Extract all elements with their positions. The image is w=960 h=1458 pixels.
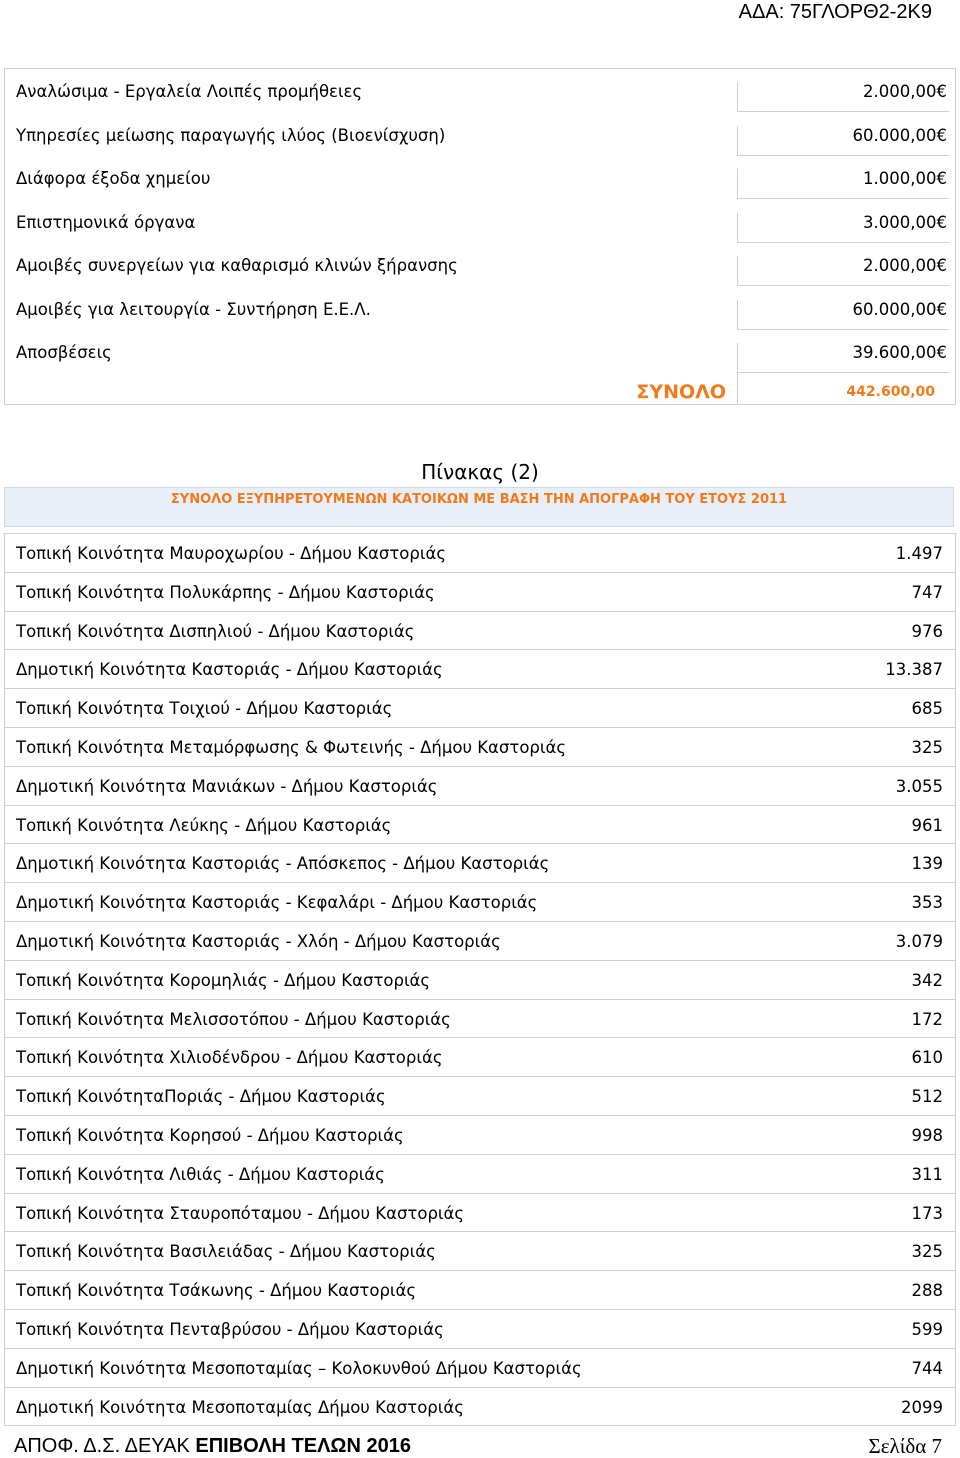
resident-count: 610 [911, 1048, 943, 1068]
table-row [5, 883, 955, 922]
resident-count: 342 [911, 970, 943, 990]
ada-code: ΑΔΑ: 75ΓΛΟΡΘ2-2Κ9 [738, 1, 932, 23]
resident-count: 976 [911, 621, 943, 641]
expense-label: Υπηρεσίες μείωσης παραγωγής ιλύος (Βιοενίσχυση) [16, 125, 446, 145]
resident-count: 172 [911, 1009, 943, 1029]
resident-count: 325 [911, 737, 943, 757]
table-row [5, 1388, 955, 1427]
table-row [5, 728, 955, 767]
community-name: Τοπική Κοινότητα Χιλιοδένδρου - Δήμου Καστοριάς [16, 1048, 443, 1068]
table-row [5, 961, 955, 1000]
total-label: ΣΥΝΟΛΟ [636, 380, 726, 403]
table-row [5, 1000, 955, 1039]
table-row [5, 1038, 955, 1077]
expense-label: Αμοιβές συνεργείων για καθαρισμό κλινών ξήρανσης [16, 256, 458, 275]
footer-prefix: ΑΠΟΦ. Δ.Σ. ΔΕΥΑΚ [14, 1435, 196, 1457]
expense-value: 1.000,00€ [737, 169, 949, 199]
resident-count: 3.055 [895, 776, 943, 796]
table-row [5, 1271, 955, 1310]
expense-value: 60.000,00€ [737, 126, 949, 156]
community-name: Δημοτική Κοινότητα Μανιάκων - Δήμου Καστοριάς [16, 776, 438, 796]
expense-value: 60.000,00€ [737, 300, 949, 330]
expense-row [5, 113, 955, 157]
community-name: Τοπική Κοινότητα Κορησού - Δήμου Καστοριάς [16, 1125, 404, 1145]
expense-value: 2.000,00€ [737, 82, 949, 112]
footer [0, 1434, 960, 1458]
expense-row [5, 287, 955, 331]
community-name: Τοπική Κοινότητα Μελισσοτόπου - Δήμου Καστοριάς [16, 1009, 451, 1029]
expense-total-row [5, 374, 955, 405]
table-row [5, 1194, 955, 1233]
table-row [5, 573, 955, 612]
expense-row [5, 156, 955, 200]
page-number: Σελίδα 7 [868, 1434, 942, 1458]
resident-count: 747 [911, 582, 943, 602]
table-row [5, 650, 955, 689]
expense-label: Αμοιβές για λειτουργία - Συντήρηση Ε.Ε.Λ. [16, 299, 371, 319]
table-row [5, 534, 955, 573]
expense-label: Διάφορα έξοδα χημείου [16, 169, 211, 188]
community-name: Τοπική Κοινότητα Λιθιάς - Δήμου Καστοριάς [16, 1164, 385, 1184]
resident-count: 744 [911, 1358, 943, 1378]
community-name: Δημοτική Κοινότητα Μεσοποταμίας Δήμου Καστοριάς [16, 1397, 464, 1417]
footer-bold-title: ΕΠΙΒΟΛΗ ΤΕΛΩΝ 2016 [195, 1435, 411, 1457]
table-row [5, 1232, 955, 1271]
resident-count: 13.387 [885, 660, 943, 680]
table-row [5, 844, 955, 883]
table-row [5, 1077, 955, 1116]
resident-count: 3.079 [895, 931, 943, 951]
table-row [5, 1155, 955, 1194]
resident-count: 998 [911, 1125, 943, 1145]
community-name: Τοπική Κοινότητα Κορομηλιάς - Δήμου Καστοριάς [16, 970, 431, 990]
resident-count: 599 [911, 1319, 943, 1339]
community-name: Τοπική Κοινότητα Σταυροπόταμου - Δήμου Καστοριάς [16, 1203, 465, 1223]
community-name: Τοπική Κοινότητα Λεύκης - Δήμου Καστοριάς [16, 815, 392, 835]
community-name: Τοπική Κοινότητα Πολυκάρπης - Δήμου Καστοριάς [16, 582, 435, 602]
expense-row [5, 330, 955, 374]
resident-count: 325 [911, 1242, 943, 1262]
resident-count: 1.497 [895, 544, 943, 563]
resident-count: 353 [911, 893, 943, 913]
resident-count: 2099 [901, 1397, 943, 1417]
community-name: Δημοτική Κοινότητα Μεσοποταμίας – Κολοκυνθού Δήμου Καστοριάς [16, 1358, 582, 1378]
table-row [5, 922, 955, 961]
table-row [5, 806, 955, 845]
expense-value: 39.600,00€ [737, 343, 949, 373]
expense-value: 2.000,00€ [737, 256, 949, 286]
table-row [5, 1349, 955, 1388]
table-row [5, 1310, 955, 1349]
table-row [5, 1116, 955, 1155]
table-title: Πίνακας (2) [421, 460, 539, 484]
resident-count: 139 [911, 854, 943, 874]
resident-count: 685 [911, 699, 943, 719]
expense-label: Αποσβέσεις [16, 343, 112, 362]
expense-label: Επιστημονικά όργανα [16, 212, 196, 232]
table-row [5, 612, 955, 651]
community-name: Τοπική Κοινότητα Πενταβρύσου - Δήμου Καστοριάς [16, 1319, 444, 1339]
community-name: Δημοτική Κοινότητα Καστοριάς - Κεφαλάρι - Δήμου Καστοριάς [16, 893, 538, 913]
resident-count: 288 [911, 1281, 943, 1301]
resident-count: 173 [911, 1203, 943, 1223]
table-subtitle: ΣΥΝΟΛΟ ΕΞΥΠΗΡΕΤΟΥΜΕΝΩΝ ΚΑΤΟΙΚΩΝ ΜΕ ΒΑΣΗ ΤΗΝ ΑΠΟΓΡΑΦΗ ΤΟΥ ΕΤΟΥΣ 2011 [170, 492, 788, 507]
resident-count: 311 [911, 1164, 943, 1184]
expense-label: Αναλώσιμα - Εργαλεία Λοιπές προμήθειες [16, 82, 363, 101]
resident-count: 961 [911, 815, 943, 835]
community-name: Τοπική Κοινότητα Τοιχιού - Δήμου Καστοριάς [16, 699, 393, 719]
expense-row [5, 200, 955, 244]
resident-count: 512 [911, 1087, 943, 1107]
table-row [5, 767, 955, 806]
table-subtitle-band [4, 487, 954, 527]
table-row [5, 689, 955, 728]
expense-table [4, 68, 956, 405]
expense-row [5, 69, 955, 113]
community-name: Τοπική Κοινότητα Μεταμόρφωσης & Φωτεινής - Δήμου Καστοριάς [16, 737, 567, 757]
community-name: Δημοτική Κοινότητα Καστοριάς - Απόσκεπος - Δήμου Καστοριάς [16, 854, 550, 874]
expense-row [5, 243, 955, 287]
footer-document-ref [14, 1434, 411, 1458]
community-name: Τοπική Κοινότητα Μαυροχωρίου - Δήμου Καστοριάς [16, 544, 447, 563]
total-value: 442.600,00 [737, 374, 949, 404]
community-name: Δημοτική Κοινότητα Καστοριάς - Χλόη - Δήμου Καστοριάς [16, 931, 501, 951]
resident-table [4, 533, 956, 1426]
expense-value: 3.000,00€ [737, 213, 949, 243]
community-name: Δημοτική Κοινότητα Καστοριάς - Δήμου Καστοριάς [16, 660, 443, 680]
community-name: Τοπική Κοινότητα Τσάκωνης - Δήμου Καστοριάς [16, 1281, 417, 1301]
community-name: Τοπική Κοινότητα Βασιλειάδας - Δήμου Καστοριάς [16, 1242, 436, 1262]
community-name: Τοπική Κοινότητα Δισπηλιού - Δήμου Καστοριάς [16, 621, 415, 641]
community-name: Τοπική ΚοινότηταΠοριάς - Δήμου Καστοριάς [16, 1087, 386, 1107]
